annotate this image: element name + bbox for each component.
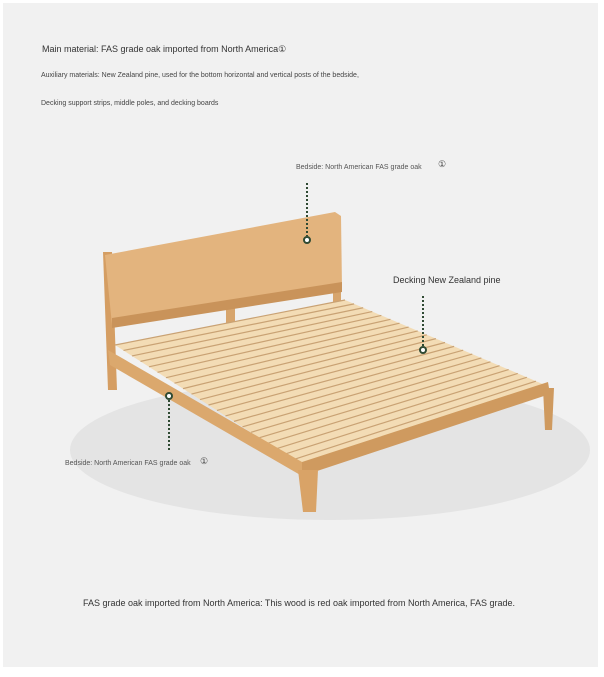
footnote-text: FAS grade oak imported from North America: This wood is red oak imported from North America, FAS grade. xyxy=(83,598,516,608)
auxiliary-materials-text-2: Decking support strips, middle poles, and decking boards xyxy=(41,100,219,107)
marker-dot xyxy=(420,347,426,353)
main-material-text: Main material: FAS grade oak imported from North America① xyxy=(42,44,287,54)
decking-label: Decking New Zealand pine xyxy=(393,275,501,285)
marker-dot xyxy=(304,237,310,243)
auxiliary-materials-text: Auxiliary materials: New Zealand pine, used for the bottom horizontal and vertical posts of the bedside, xyxy=(41,72,359,79)
side-rail-label: Bedside: North American FAS grade oak xyxy=(65,460,191,467)
side-rail-footnote-mark: ① xyxy=(200,456,209,466)
headboard-footnote-mark: ① xyxy=(438,159,447,169)
marker-dot xyxy=(166,393,172,399)
headboard-label: Bedside: North American FAS grade oak xyxy=(296,164,422,171)
